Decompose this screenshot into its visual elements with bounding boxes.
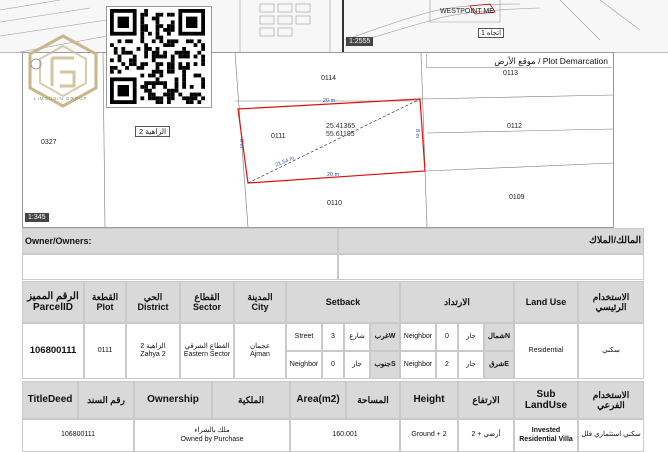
overview-road-label: WESTPOINT ME [440, 8, 494, 15]
setback-r1-dir1: غربW [370, 323, 400, 351]
titledeed-header-ar: رقم السند [78, 381, 134, 419]
setback-r2-type2-ar: جار [458, 351, 484, 379]
owner-row-left [22, 254, 338, 280]
ownership-value-ar: ملك بالشراء [194, 427, 230, 435]
sector-header-ar: القطاع [194, 291, 220, 302]
area-header-ar: المساحة [346, 381, 400, 419]
setback-r2-v1: 0 [322, 351, 344, 379]
setback-header-ar: الارتداد [400, 281, 514, 323]
height-value-ar: أرضي + 2 [458, 419, 514, 452]
city-value-en: Ajman [250, 351, 270, 358]
sector-value-en: Eastern Sector [183, 351, 231, 358]
setback-r2-type1: Neighbor [286, 351, 322, 379]
owners-header-ar: المالك/الملاك [338, 228, 644, 254]
plot-label-0114: 0114 [321, 75, 337, 82]
setback-r2-dir1: جنوبS [370, 351, 400, 379]
qr-code[interactable] [106, 6, 212, 108]
setback-r2-type2: Neighbor [400, 351, 436, 379]
district-value-ar: الزاهية 2 [140, 342, 166, 350]
main-use-header-ar-1: الاستخدام [592, 291, 630, 302]
coordinate-lat: 25.41365 [326, 123, 356, 130]
sublanduse-header: Sub LandUse [514, 381, 578, 419]
dimension-bottom: 20 m [327, 172, 340, 178]
dimension-diagonal: 21.54 m [274, 155, 296, 169]
sub-use-header-ar-2: الفرعي [597, 400, 625, 410]
parcel-header-ar: الرقم المميز [27, 290, 79, 302]
main-use-header [578, 281, 644, 323]
plot-value: 0111 [84, 323, 126, 379]
logo-text: LIMOUSIN GROUP [34, 96, 88, 101]
sub-use-header-ar-1: الاستخدام [592, 389, 630, 400]
landuse-header: Land Use [514, 281, 578, 323]
setback-r1-type1: Street [286, 323, 322, 351]
city-header-en: City [251, 302, 269, 312]
ownership-value [134, 419, 290, 452]
company-logo [22, 30, 104, 112]
setback-r2-v2: 2 [436, 351, 458, 379]
setback-r1-type2-ar: جار [458, 323, 484, 351]
plot-header-en: Plot [96, 302, 114, 312]
owner-row-right [338, 254, 644, 280]
city-header [234, 281, 286, 323]
ownership-value-en: Owned by Purchase [180, 435, 244, 443]
sector-header-en: Sector [192, 302, 221, 312]
setback-r1-type2: Neighbor [400, 323, 436, 351]
main-use-value: سكني [578, 323, 644, 379]
plot-label-0110: 0110 [327, 200, 343, 207]
setback-r2-dir2: شرقE [484, 351, 514, 379]
titledeed-header: TitleDeed [22, 381, 78, 419]
sector-value-ar: القطاع الشرقي [184, 342, 230, 350]
owners-header-en: Owner/Owners: [22, 228, 338, 254]
setback-r1-type1-ar: شارع [344, 323, 370, 351]
city-header-ar: المدينة [247, 291, 273, 302]
landuse-value: Residential [514, 323, 578, 379]
sector-value [180, 323, 234, 379]
parcel-value: 106800111 [22, 323, 84, 379]
sector-header [180, 281, 234, 323]
district-header [126, 281, 180, 323]
district-header-en: District [137, 302, 169, 312]
top-map-scale: 1:2555 [346, 37, 373, 46]
sub-use-header [578, 381, 644, 419]
district-value [126, 323, 180, 379]
titledeed-value: 106800111 [22, 419, 134, 452]
setback-r1-dir2: شمالN [484, 323, 514, 351]
setback-r2-type1-ar: جار [344, 351, 370, 379]
city-value-ar: عجمان [249, 342, 270, 350]
qr-code-pattern [107, 7, 209, 105]
dimension-right: 8 m [414, 129, 420, 139]
area-header: Area(m2) [290, 381, 346, 419]
coordinate-lon: 55.61195 [326, 131, 355, 138]
district-header-ar: الحي [143, 291, 163, 302]
plot-header [84, 281, 126, 323]
plot-label-0109: 0109 [509, 194, 525, 201]
plot-demarcation-label: موقع الأرض / Plot Demarcation [426, 54, 612, 68]
height-value-en: Ground + 2 [400, 419, 458, 452]
plot-header-ar: القطعة [91, 291, 119, 302]
dimension-left: 8 m [238, 139, 244, 149]
city-value [234, 323, 286, 379]
plot-label-0112: 0112 [507, 123, 523, 130]
parcel-header [22, 281, 84, 323]
ownership-header-ar: الملكية [212, 381, 290, 419]
parcel-header-en: ParcelID [32, 302, 74, 313]
setback-header: Setback [286, 281, 400, 323]
setback-r1-v1: 3 [322, 323, 344, 351]
height-header-ar: الارتفاع [458, 381, 514, 419]
district-value-en: Zahya 2 [140, 351, 166, 358]
height-header: Height [400, 381, 458, 419]
plot-label-0113: 0113 [503, 70, 519, 77]
plot-label-0327: 0327 [41, 139, 57, 146]
sublanduse-value-1: Invested [531, 427, 561, 435]
plot-label-0111: 0111 [271, 133, 286, 140]
ownership-header: Ownership [134, 381, 212, 419]
dimension-top: 20 m [323, 98, 336, 104]
overview-block-label: اتجاه 1 [478, 28, 504, 38]
area-value: 160.001 [290, 419, 400, 452]
sub-use-value: سكني استثماري فلل [578, 419, 644, 452]
sublanduse-value-2: Residential Villa [519, 435, 573, 443]
setback-r1-v2: 0 [436, 323, 458, 351]
main-use-header-ar-2: الرئيسي [595, 302, 627, 312]
plot-map-scale: 1:345 [25, 213, 49, 222]
zone-label: الزاهية 2 [135, 126, 170, 137]
sublanduse-value [514, 419, 578, 452]
